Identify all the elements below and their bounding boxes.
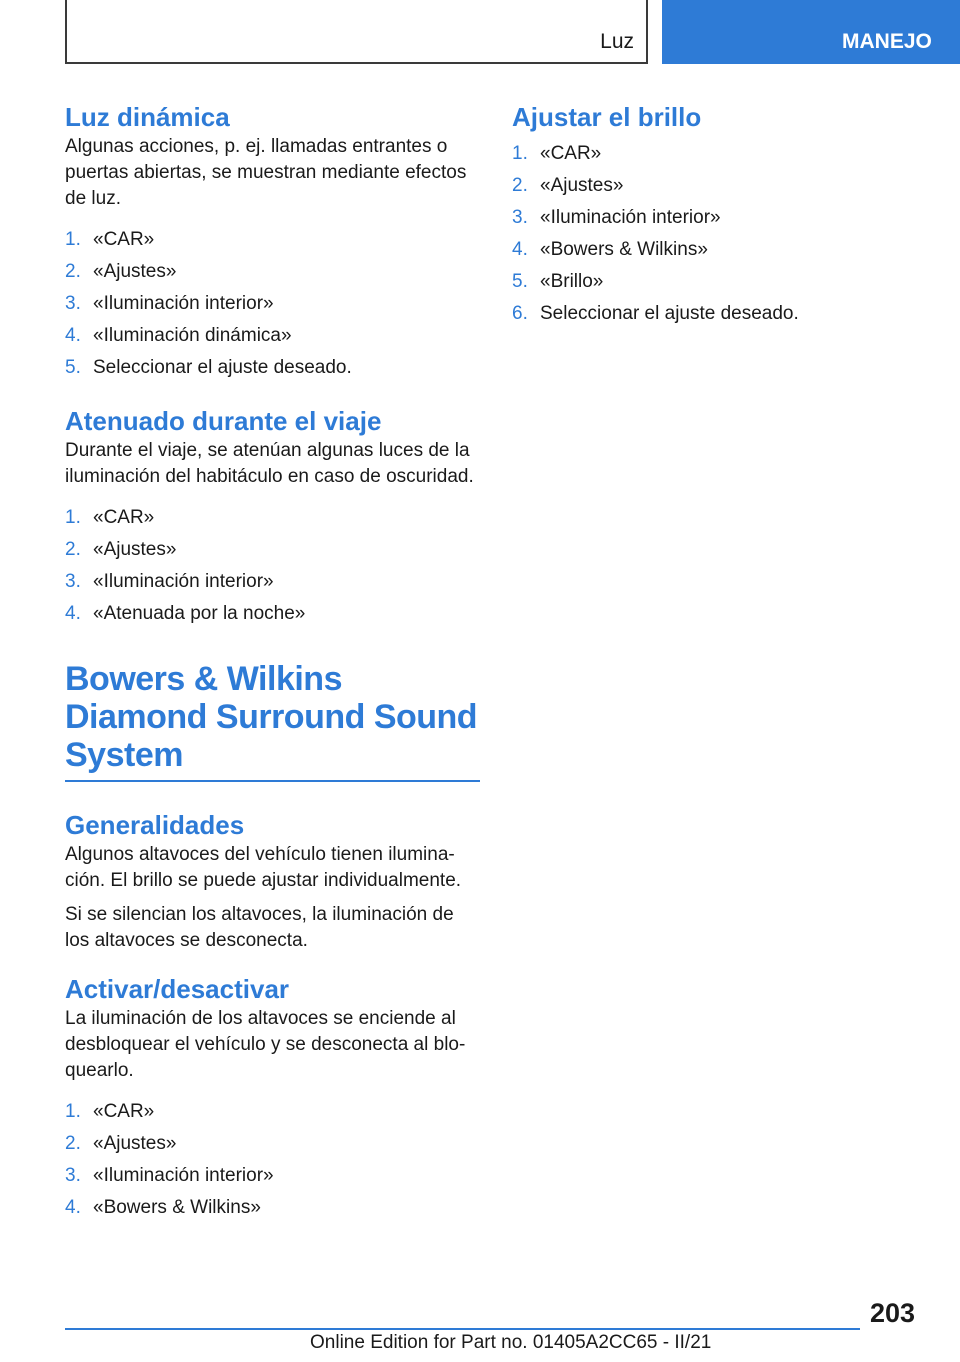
list-item [65, 598, 480, 630]
step-number: 3. [65, 293, 81, 314]
steps-list [65, 502, 480, 630]
list-item [65, 288, 480, 320]
step-number: 1. [65, 229, 81, 250]
step-text: «Ajustes» [93, 261, 177, 282]
step-number: 4. [65, 1197, 81, 1218]
step-text: «Ajustes» [540, 175, 624, 196]
step-text: «Atenuada por la noche» [93, 603, 306, 624]
step-number: 2. [512, 175, 528, 196]
step-number: 3. [512, 207, 528, 228]
step-text: «CAR» [93, 1101, 155, 1122]
step-text: Seleccionar el ajuste deseado. [540, 303, 799, 324]
list-item [65, 320, 480, 352]
list-item [65, 1192, 480, 1224]
step-text: «CAR» [93, 507, 155, 528]
step-text: «Brillo» [540, 271, 604, 292]
step-text: «CAR» [93, 229, 155, 250]
step-number: 6. [512, 303, 528, 324]
page-number: 203 [870, 1298, 916, 1328]
list-item [65, 224, 480, 256]
steps-list [512, 138, 927, 330]
list-item [65, 534, 480, 566]
paragraph: Algunos altavoces del vehículo tienen ilumina-ción. El brillo se puede ajustar individualmente. [65, 844, 462, 891]
step-text: «Iluminación interior» [93, 1165, 274, 1186]
heading-generalidades: Generalidades [65, 810, 245, 840]
step-text: «Ajustes» [93, 1133, 177, 1154]
step-text: «Bowers & Wilkins» [540, 239, 708, 260]
paragraph: Durante el viaje, se atenúan algunas luces de la iluminación del habitáculo en caso de oscuridad. [65, 440, 474, 487]
chapter-tab[interactable]: MANEJO [662, 0, 960, 64]
list-item [512, 234, 927, 266]
steps-list [65, 224, 480, 384]
step-number: 5. [65, 357, 81, 378]
left-column [65, 100, 480, 1244]
step-text: «Iluminación interior» [93, 571, 274, 592]
list-item [65, 256, 480, 288]
heading-activar-desactivar: Activar/desactivar [65, 974, 290, 1004]
list-item [65, 1160, 480, 1192]
header-section-title: Luz [600, 30, 634, 53]
heading-luz-dinamica: Luz dinámica [65, 102, 230, 132]
step-text: «CAR» [540, 143, 602, 164]
list-item [512, 298, 927, 330]
list-item [512, 170, 927, 202]
steps-list [65, 1096, 480, 1224]
step-text: «Bowers & Wilkins» [93, 1197, 261, 1218]
step-number: 1. [65, 1101, 81, 1122]
step-number: 1. [512, 143, 528, 164]
right-column [512, 100, 927, 350]
heading-atenuado: Atenuado durante el viaje [65, 406, 382, 436]
list-item [512, 202, 927, 234]
step-number: 4. [65, 325, 81, 346]
list-item [65, 1096, 480, 1128]
step-number: 2. [65, 1133, 81, 1154]
step-number: 2. [65, 539, 81, 560]
step-text: Seleccionar el ajuste deseado. [93, 357, 352, 378]
step-text: «Iluminación dinámica» [93, 325, 292, 346]
footer-divider [65, 1328, 860, 1330]
paragraph: La iluminación de los altavoces se enciende al desbloquear el vehículo y se desconecta al blo-quearlo. [65, 1008, 466, 1081]
step-number: 5. [512, 271, 528, 292]
header-box [65, 0, 648, 64]
step-number: 2. [65, 261, 81, 282]
step-number: 3. [65, 1165, 81, 1186]
step-text: «Iluminación interior» [93, 293, 274, 314]
paragraph: Si se silencian los altavoces, la iluminación de los altavoces se desconecta. [65, 904, 454, 951]
list-item [512, 138, 927, 170]
step-number: 3. [65, 571, 81, 592]
list-item [65, 566, 480, 598]
step-number: 1. [65, 507, 81, 528]
step-number: 4. [512, 239, 528, 260]
step-text: «Iluminación interior» [540, 207, 721, 228]
heading-ajustar-brillo: Ajustar el brillo [512, 102, 702, 132]
step-text: «Ajustes» [93, 539, 177, 560]
paragraph: Algunas acciones, p. ej. llamadas entrantes o puertas abiertas, se muestran mediante efectos de luz. [65, 136, 467, 209]
title-divider [65, 780, 480, 782]
list-item [65, 352, 480, 384]
list-item [65, 502, 480, 534]
list-item [512, 266, 927, 298]
list-item [65, 1128, 480, 1160]
chapter-title: Bowers & Wilkins Diamond Surround Sound System [65, 660, 478, 774]
step-number: 4. [65, 603, 81, 624]
edition-footer: Online Edition for Part no. 01405A2CC65 - II/21 [310, 1332, 712, 1353]
